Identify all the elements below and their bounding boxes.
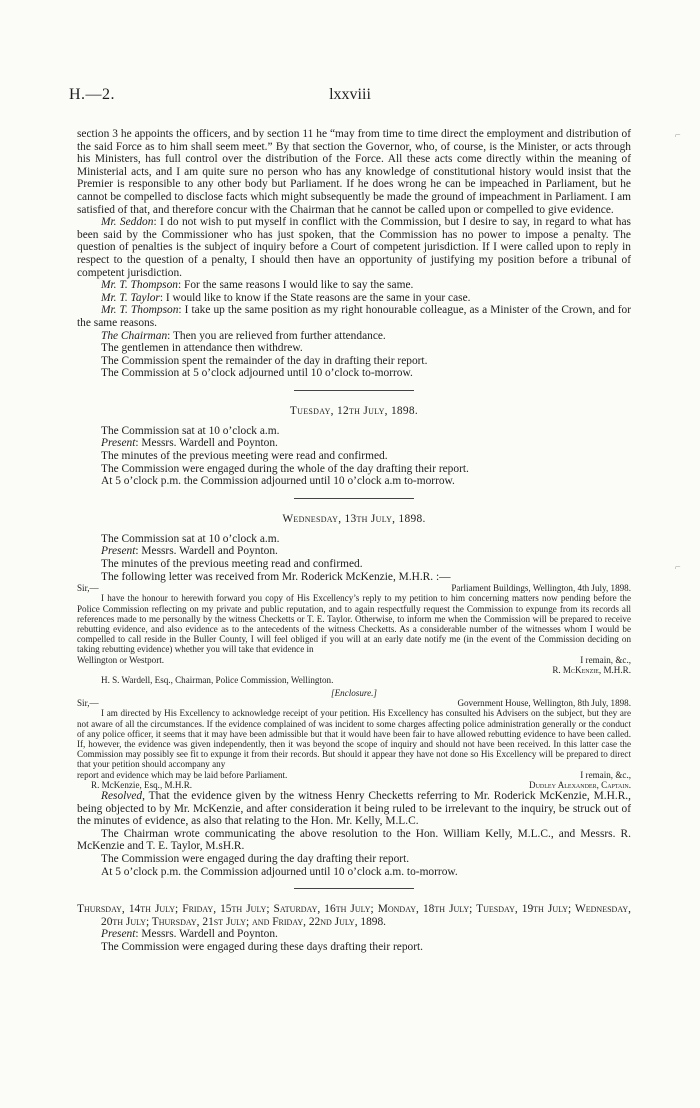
page-header [69, 86, 631, 106]
section-divider [294, 888, 414, 889]
letter-address: Government House, Wellington, 8th July, 1898. [457, 698, 631, 709]
letter-heading [77, 583, 631, 593]
paragraph: The minutes of the previous meeting were read and confirmed. [101, 450, 388, 463]
signature: Dudley Alexander, Captain. [529, 779, 631, 790]
page-number: lxxviii [329, 86, 371, 103]
session-dates: Thursday, 14th July; Friday, 15th July; Saturday, 16th July; Monday, 18th July; Tuesday, 19th July; Wednesday, 20th July; Thursday, 21st July; and Friday, 22nd July, 1898. [77, 903, 631, 928]
paragraph: At 5 o’clock p.m. the Commission adjourned until 10 o’clock a.m to-morrow. [101, 475, 455, 488]
speaker: Mr. Seddon [101, 216, 154, 229]
attendance: : Messrs. Wardell and Poynton. [135, 437, 278, 450]
speech: : I would like to know if the State reasons are the same in your case. [159, 291, 471, 304]
letter-body-end: report and evidence which may be laid before Parliament. [77, 769, 288, 780]
paragraph: The Commission were engaged during the whole of the day drafting their report. [101, 462, 469, 475]
letter-address: Parliament Buildings, Wellington, 4th July, 1898. [451, 583, 631, 594]
enclosure-label: [Enclosure.] [331, 688, 377, 699]
paragraph [77, 216, 631, 279]
signature: R. McKenzie, M.H.R. [552, 664, 631, 675]
valediction: I remain, &c., [580, 654, 631, 665]
speaker: Mr. T. Thompson [101, 279, 179, 292]
paragraph: The following letter was received from Mr. Roderick McKenzie, M.H.R. :— [101, 570, 451, 583]
present-label: Present [101, 437, 136, 450]
speaker: Mr. T. Taylor [101, 291, 160, 304]
speech: : I take up the same position as my right honourable colleague, as a Minister of the Crown, and for the same reasons. [77, 304, 631, 329]
paragraph: The Commission sat at 10 o’clock a.m. [101, 532, 280, 545]
document-reference: H.—2. [69, 86, 116, 103]
paragraph: At 5 o’clock p.m. the Commission adjourned until 10 o’clock a.m. to-morrow. [101, 865, 458, 878]
session-date: Wednesday, 13th July, 1898. [282, 512, 426, 525]
attendance: : Messrs. Wardell and Poynton. [135, 545, 278, 558]
salutation: Sir,— [77, 698, 99, 709]
paragraph [77, 279, 631, 292]
speech: : For the same reasons I would like to say the same. [178, 279, 414, 292]
paragraph: The Commission at 5 o’clock adjourned until 10 o’clock to-morrow. [101, 367, 413, 380]
section-divider [294, 498, 414, 499]
paragraph: The Commission were engaged during the day drafting their report. [101, 853, 410, 866]
section-divider [294, 390, 414, 391]
paragraph [77, 790, 631, 828]
letter-mckenzie [77, 583, 631, 685]
letter-heading [77, 698, 631, 708]
letter-closing [77, 770, 631, 780]
speaker: The Chairman [101, 329, 168, 342]
paragraph [77, 330, 631, 343]
salutation: Sir,— [77, 583, 99, 594]
speech: : I do not wish to put myself in conflict with the Commission, but I desire to say, in regard to what has been said by the Commissioner who has just spoken, that the Commission has no power to impose a penalty. The question of penalties is the subject of inquiry before a Court of competent jurisdiction. If I were called upon to reply in respect to the question of a penalty, I should then have an opportunity of justifying my position before a tribunal of competent jurisdiction. [77, 216, 631, 279]
present-label: Present [101, 928, 136, 941]
resolved-label: Resolved [101, 790, 143, 803]
paragraph: section 3 he appoints the officers, and by section 11 he “may from time to time direct the employment and distribution of the said Force as to him shall seem meet.” By that section the Governor, who, of course, is the Minister, or acts through his Ministers, has full control over the distribution of the Force. All these acts come directly within the meaning of Ministerial acts, and I am quite sure no person who has any knowledge of constitutional history would insist that the Premier is responsible to any other body but Parliament. If he does wrong he can be impeached in Parliament, but he cannot be compelled to disclose facts which might subsequently be made the ground of impeachment in Parliament. I am satisfied of that, and therefore concur with the Chairman that he cannot be called upon or compelled to give evidence. [77, 128, 631, 216]
paragraph: The Commission sat at 10 o’clock a.m. [101, 424, 280, 437]
speech: : Then you are relieved from further attendance. [167, 329, 386, 342]
paragraph: The Chairman wrote communicating the above resolution to the Hon. William Kelly, M.L.C., and Messrs. R. McKenzie and T. E. Taylor, M.sH.R. [77, 827, 631, 853]
letter-signoff [77, 780, 631, 790]
paragraph [77, 545, 631, 558]
paragraph [77, 292, 631, 305]
letter-body: I am directed by His Excellency to acknowledge receipt of your petition. His Excellency has consulted his Advisers on the subject, but they are not aware of all the circumstances. If the evidence complained of was incident to some charges affecting police administration generally or the conduct of any police officer, it seems that it may have been admissible but that it would have been fair to have allowed rebutting evidence to have been called. If, however, the evidence was given independently, then it was beyond the scope of inquiry and should not have been received. In this latter case the Commission may possibly see fit to expunge it from their records. But should it appear they have not done so His Excellency will be prepared to direct that your petition should accompany any [77, 708, 631, 770]
paragraph: The Commission were engaged during these days drafting their report. [101, 941, 424, 954]
paragraph: The Commission spent the remainder of the day in drafting their report. [101, 354, 428, 367]
letter-enclosure [77, 698, 631, 790]
speaker: Mr. T. Thompson [101, 304, 179, 317]
session-date: Tuesday, 12th July, 1898. [289, 404, 419, 417]
letter-body-end: Wellington or Westport. [77, 654, 165, 665]
resolution: , That the evidence given by the witness Henry Checketts referring to Mr. Roderick McKenzie, M.H.R., being objected to by Mr. McKenzie, and after consideration it being ruled to be irrelevant to the inquiry, be struck out of the minutes of evidence, as also that relating to the Hon. Mr. Kelly, M.L.C. [77, 790, 631, 828]
paragraph: The minutes of the previous meeting read and confirmed. [101, 558, 363, 571]
page-content [77, 128, 631, 954]
letter-body: I have the honour to herewith forward you copy of His Excellency’s reply to my petition to him concerning matters now pending before the Police Commission reflecting on my private and public reputation, and to again respectfully request the Commission to expunge from its records all references made to me personally by the witness Checketts or T. E. Taylor. Otherwise, to inform me when the Commission will be prepared to receive rebutting evidence, and also evidence as to the antecedents of the witness Checketts. As a considerable number of the witnesses whom I would be compelled to call reside in the Buller County, I will feel obliged if you will at an early date notify me (in the event of the Commission deciding on taking rebutting evidence) whether you will take that evidence in [77, 593, 631, 655]
valediction: I remain, &c., [580, 769, 631, 780]
addressee: H. S. Wardell, Esq., Chairman, Police Commission, Wellington. [101, 675, 334, 686]
margin-mark: ⌐ [675, 562, 681, 573]
margin-mark: ⌐ [675, 130, 681, 141]
letter-closing [77, 655, 631, 665]
present-label: Present [101, 545, 136, 558]
paragraph: The gentlemen in attendance then withdrew. [101, 342, 303, 355]
paragraph [77, 304, 631, 329]
paragraph [77, 437, 631, 450]
attendance: : Messrs. Wardell and Poynton. [135, 928, 278, 941]
recipient: R. McKenzie, Esq., M.H.R. [91, 779, 193, 790]
paragraph [77, 928, 631, 941]
